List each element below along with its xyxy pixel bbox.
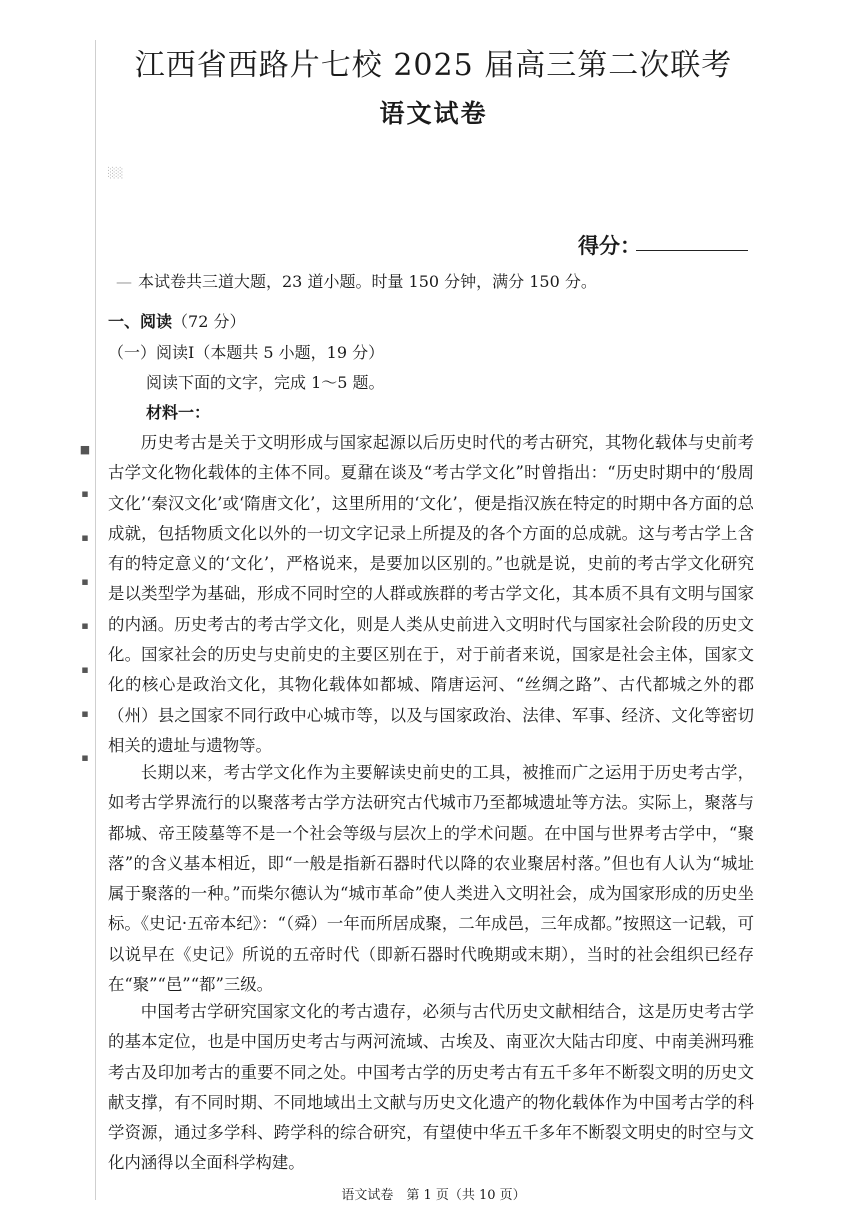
scan-smudge: ░░: [108, 168, 124, 179]
section-heading-points: （72 分）: [172, 312, 246, 331]
reading-instruction: 阅读下面的文字，完成 1～5 题。: [146, 373, 385, 392]
reading-heading: （一）阅读Ⅰ（本题共 5 小题，19 分）: [108, 343, 385, 362]
material-label: 材料一：: [146, 403, 211, 422]
binding-margin-line: [95, 40, 96, 1200]
body-paragraph-3: 中国考古学研究国家文化的考古遗存，必须与古代历史文献相结合，这是历史考古学的基本定位，也是中国历史考古与两河流域、古埃及、南亚次大陆古印度、中南美洲玛雅考古及印加考古的重要不同之处。中国考古学的历史考古有五千多年不断裂文明的历史文献支撑，有不同时期、不同地域出土文献与历史文化遗产的物化载体作为中国考古学的科学资源，通过多学科、跨学科的综合研究，有望使中华五千多年不断裂文明史的时空与文化内涵得以全面科学构建。: [108, 1002, 754, 1173]
score-blank-line: [636, 250, 748, 251]
section-heading: [108, 309, 245, 332]
section-heading-title: 一、阅读: [108, 312, 173, 331]
exam-title: 江西省西路片七校 2025 届高三第二次联考: [134, 48, 733, 83]
exam-subtitle: 语文试卷: [379, 99, 488, 128]
exam-notice: — 本试卷共三道大题，23 道小题。时量 150 分钟，满分 150 分。: [116, 272, 597, 291]
exam-notice-text: 本试卷共三道大题，23 道小题。时量 150 分钟，满分 150 分。: [138, 272, 597, 291]
body-paragraph-2: 长期以来，考古学文化作为主要解读史前史的工具，被推而广之运用于历史考古学，如考古学界流行的以聚落考古学方法研究古代城市乃至都城遗址等方法。实际上，聚落与都城、帝王陵墓等不是一个社会等级与层次上的学术问题。在中国与世界考古学中，“聚落”的含义基本相近，即“一般是指新石器时代以降的农业聚居村落。”但也有人认为“城址属于聚落的一种。”而柴尔德认为“城市革命”使人类进入文明社会，成为国家形成的历史坐标。《史记·五帝本纪》：“（舜）一年而所居成聚，二年成邑，三年成都。”按照这一记载，可以说早在《史记》所说的五帝时代（即新石器时代晚期或末期），当时的社会组织已经存在“聚”“邑”“都”三级。: [108, 763, 754, 995]
page-footer: 语文试卷 第 1 页（共 10 页）: [341, 1188, 526, 1203]
score-label: 得分：: [578, 233, 641, 258]
body-paragraph-1: 历史考古是关于文明形成与国家起源以后历史时代的考古研究，其物化载体与史前考古学文化物化载体的主体不同。夏鼐在谈及“考古学文化”时曾指出：“历史时期中的‘殷周文化’‘秦汉文化’或‘隋唐文化’，这里所用的‘文化’，便是指汉族在特定的时期中各方面的总成就，包括物质文化以外的一切文字记录上所提及的各个方面的总成就。这与考古学上含有的特定意义的‘文化’，严格说来，是要加以区别的。”也就是说，史前的考古学文化研究是以类型学为基础，形成不同时空的人群或族群的考古学文化，其本质不具有文明与国家的内涵。历史考古的考古学文化，则是人类从史前进入文明时代与国家社会阶段的历史文化。国家社会的历史与史前史的主要区别在于，对于前者来说，国家是社会主体，国家文化的核心是政治文化，其物化载体如都城、隋唐运河、“丝绸之路”、古代都城之外的郡（州）县之国家不同行政中心城市等，以及与国家政治、法律、军事、经济、文化等密切相关的遗址与遗物等。: [108, 433, 754, 755]
binding-margin-marks: ■ ▪ ▪ ▪ ▪ ▪ ▪ ▪: [79, 443, 91, 764]
